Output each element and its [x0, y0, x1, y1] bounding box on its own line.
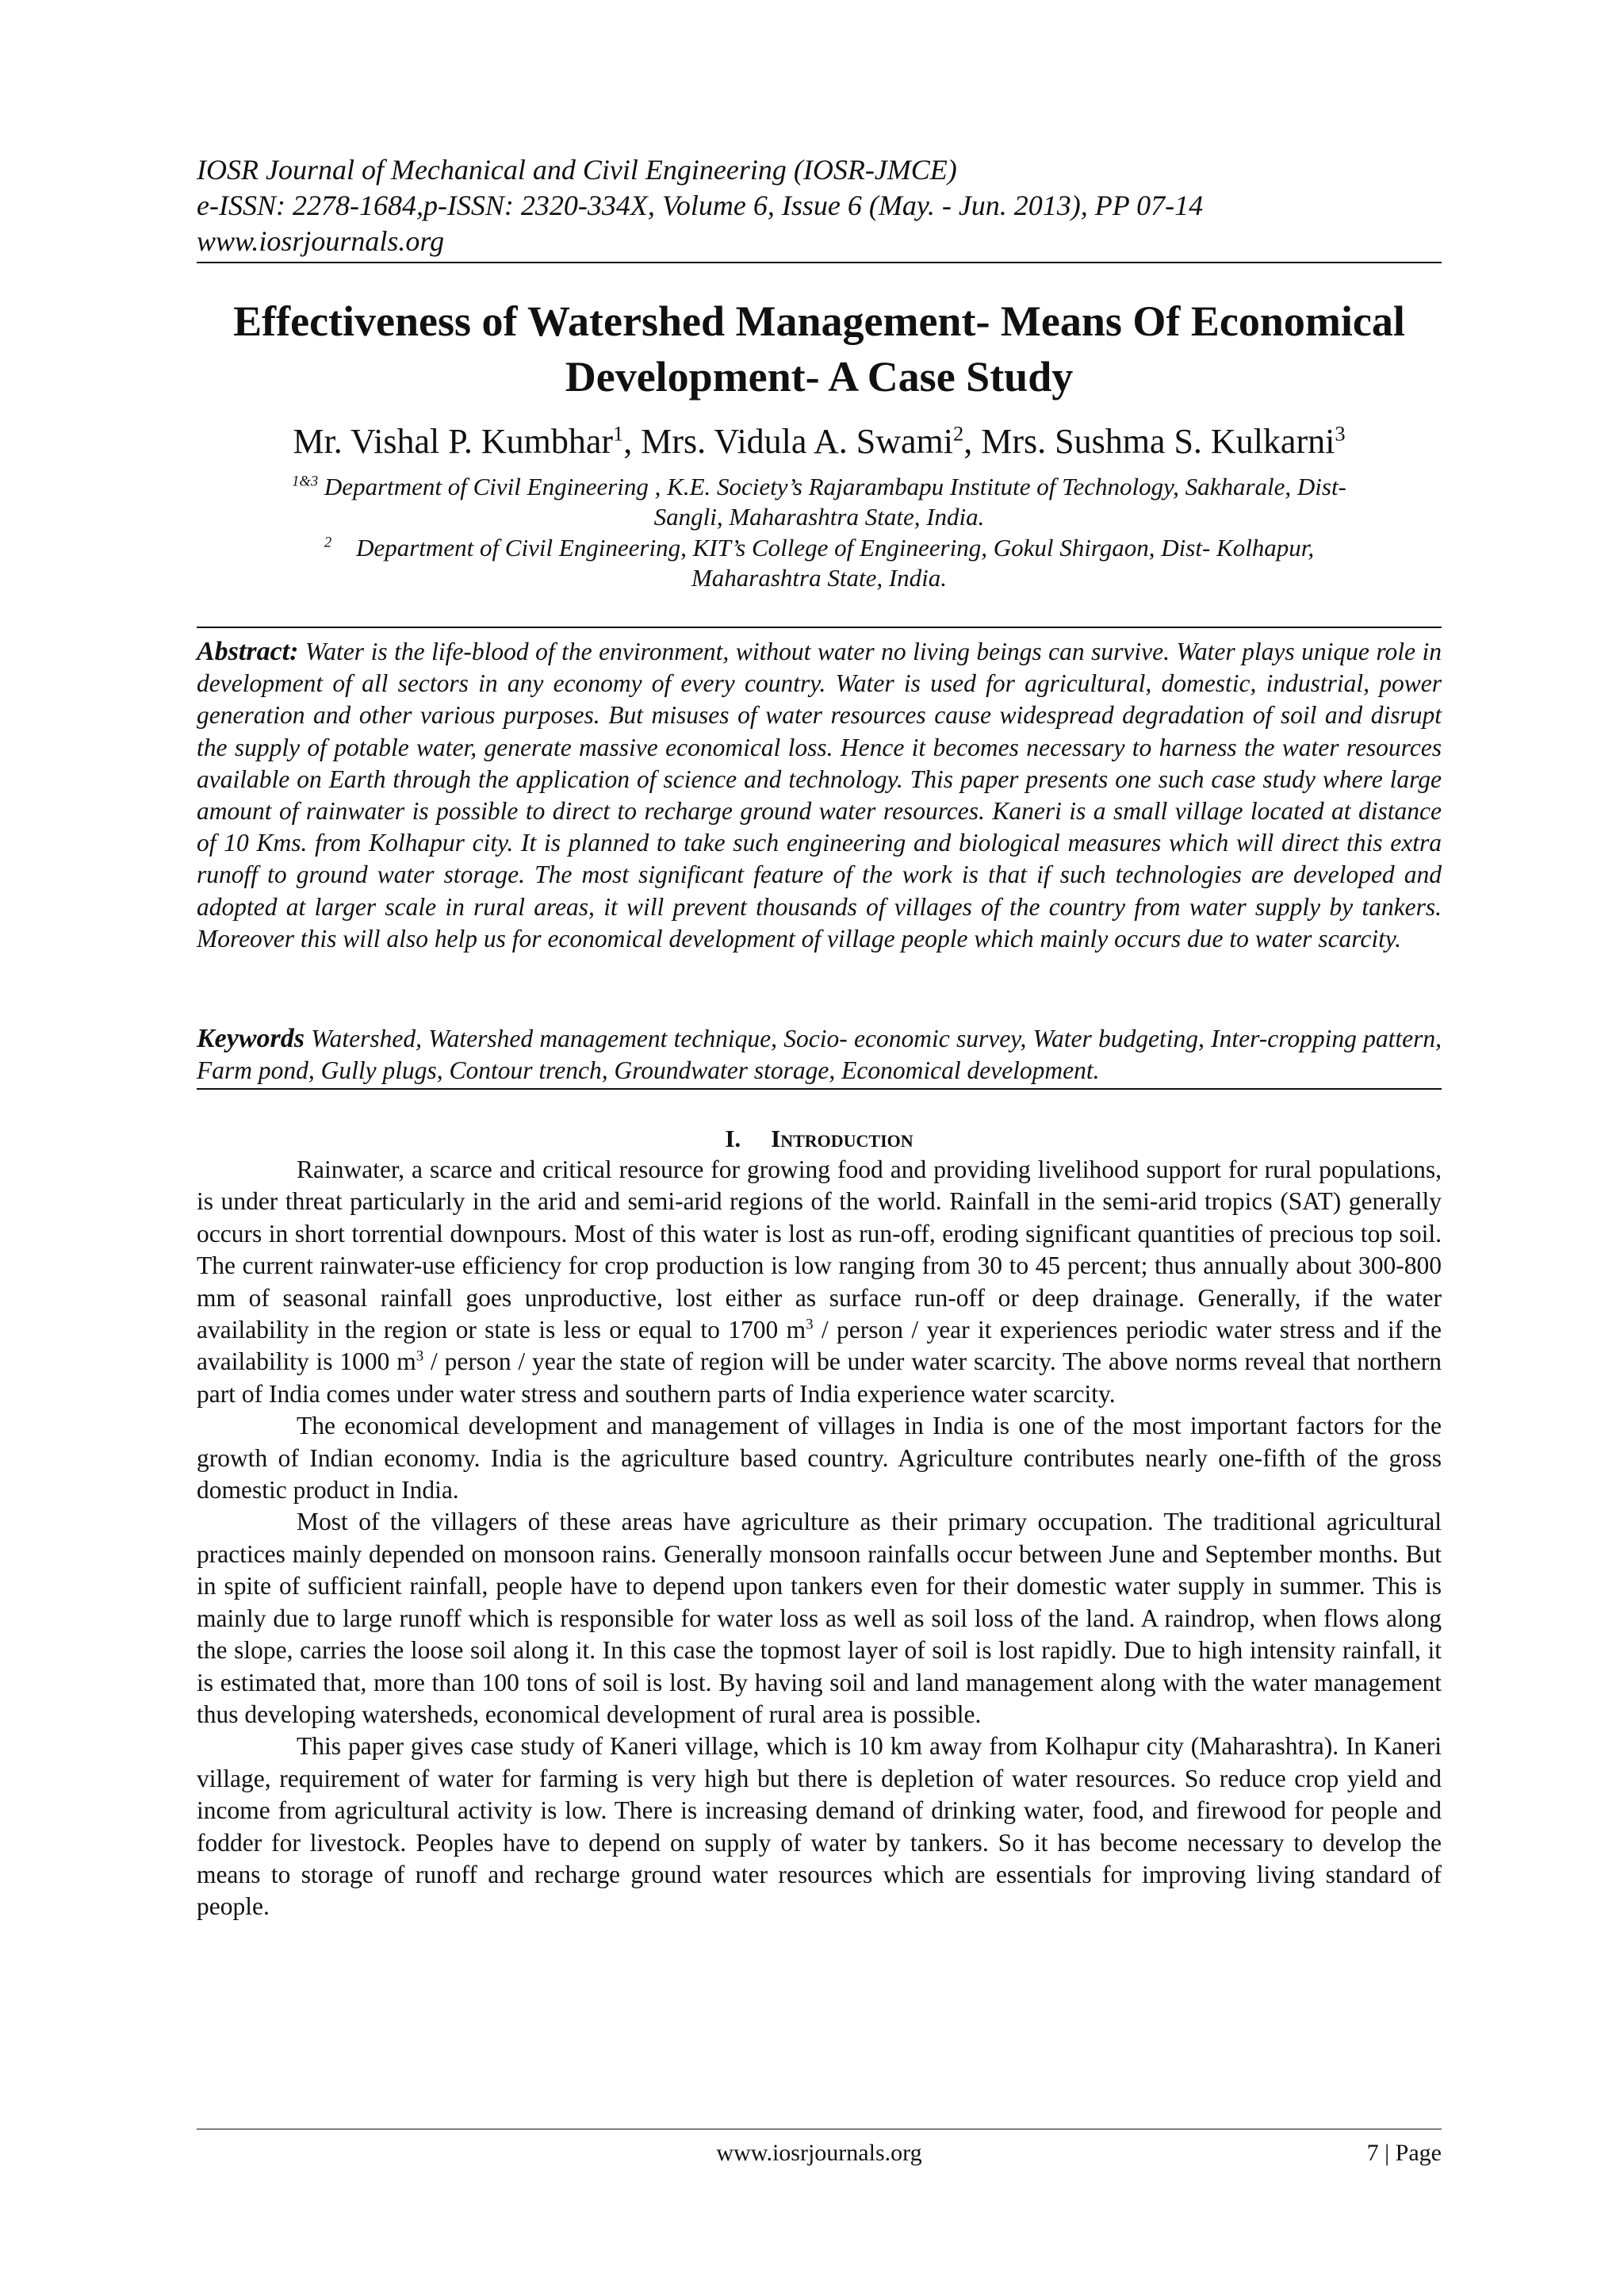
author-3-affil-mark: 3: [1335, 421, 1346, 446]
section-heading-introduction: [197, 1123, 1442, 1155]
author-list: [197, 420, 1442, 463]
journal-website: www.iosrjournals.org: [197, 225, 445, 257]
affiliation-2: [197, 533, 1442, 593]
paragraph-1-part-c: / person / year the state of region will be under water scarcity. The above norms reveal that northern part of India comes under water stress and southern parts of India experience water scarcity.: [197, 1347, 1442, 1408]
abstract-text: Water is the life-blood of the environment, without water no living beings can survive. Water plays unique role in development of all sectors in any economy of every country. Water is used for agricultural, domestic, industrial, power generation and other various purposes. But misuses of water resources cause widespread degradation of soil and disrupt the supply of potable water, generate massive economical loss. Hence it becomes necessary to harness the water resources available on Earth through the application of science and technology. This paper presents one such case study where large amount of rainwater is possible to direct to recharge ground water resources. Kaneri is a small village located at distance of 10 Kms. from Kolhapur city. It is planned to take such engineering and biological measures which will direct this extra runoff to ground water storage. The most significant feature of the work is that if such technologies are developed and adopted at larger scale in rural areas, it will prevent thousands of villages of the country from water supply by tankers. Moreover this will also help us for economical development of village people which mainly occurs due to water scarcity.: [197, 638, 1442, 953]
page-number: 7 | Page: [1366, 2140, 1442, 2166]
affiliation-2-line-1: Department of Civil Engineering, KIT’s College of Engineering, Gokul Shirgaon, Dist- Kolhapur,: [356, 534, 1315, 562]
affiliation-1-mark: 1&3: [292, 473, 319, 490]
paragraph-1: [197, 1154, 1442, 1410]
paragraph-3: Most of the villagers of these areas have agriculture as their primary occupation. The traditional agricultural practices mainly depended on monsoon rains. Generally monsoon rainfalls occur between June and September months. But in spite of sufficient rainfall, people have to depend upon tankers even for their domestic water supply in summer. This is mainly due to large runoff which is responsible for water loss as well as soil loss of the land. A raindrop, when flows along the slope, carries the loose soil along it. In this case the topmost layer of soil is lost rapidly. Due to high intensity rainfall, it is estimated that, more than 100 tons of soil is lost. By having soil and land management along with the water management thus developing watersheds, economical development of rural area is possible.: [197, 1508, 1442, 1728]
journal-name: IOSR Journal of Mechanical and Civil Engineering (IOSR-JMCE): [197, 154, 957, 186]
paragraph-4: This paper gives case study of Kaneri village, which is 10 km away from Kolhapur city (Maharashtra). In Kaneri village, requirement of water for farming is very high but there is depletion of water resources. So reduce crop yield and income from agricultural activity is low. There is increasing demand of drinking water, food, and firewood for people and fodder for livestock. Peoples have to depend on supply of water by tankers. So it has become necessary to develop the means to storage of runoff and recharge ground water resources which are essentials for improving living standard of people.: [197, 1732, 1442, 1921]
paragraph-2: The economical development and management of villages in India is one of the most important factors for the growth of Indian economy. India is the agriculture based country. Agriculture contributes nearly one-fifth of the gross domestic product in India.: [197, 1412, 1442, 1504]
body-text: [197, 1154, 1442, 1923]
keywords: [197, 1023, 1442, 1087]
paragraph-1-part-a: Rainwater, a scarce and critical resource for growing food and providing livelihood support for rural populations, is under threat particularly in the arid and semi-arid regions of the world. Rainfall in the semi-arid tropics (SAT) generally occurs in short torrential downpours. Most of this water is lost as run-off, eroding significant quantities of precious top soil. The current rainwater-use efficiency for crop production is low ranging from 30 to 45 percent; thus annually about 300-800 mm of seasonal rainfall goes unproductive, lost either as surface run-off or deep drainage. Generally, if the water availability in the region or state is less or equal to 1700 m: [197, 1156, 1442, 1344]
affiliation-2-line-2: Maharashtra State, India.: [691, 564, 948, 592]
paper-title: [197, 293, 1442, 404]
footer-website: www.iosrjournals.org: [716, 2140, 922, 2166]
affiliation-1-line-1: Department of Civil Engineering , K.E. Society’s Rajarambapu Institute of Technology, Sakharale, Dist-: [318, 473, 1346, 500]
keywords-label: Keywords: [197, 1024, 304, 1053]
author-2-affil-mark: 2: [953, 421, 964, 446]
cubic-superscript-2: 3: [416, 1347, 424, 1365]
author-1-affil-mark: 1: [613, 421, 624, 446]
keywords-text: Watershed, Watershed management technique, Socio- economic survey, Water budgeting, Inter-cropping pattern, Farm pond, Gully plugs, Contour trench, Groundwater storage, Economical development.: [197, 1025, 1442, 1085]
affiliation-1: [197, 472, 1442, 532]
section-number: I.: [725, 1125, 741, 1152]
author-3: , Mrs. Sushma S. Kulkarni: [963, 422, 1335, 461]
section-title: Introduction: [771, 1125, 914, 1152]
abstract: [197, 636, 1442, 955]
abstract-bottom-rule: [197, 1088, 1442, 1090]
paragraph-1-part-b: / person / year it experiences periodic water stress and if the availability is 1000 m: [197, 1316, 1442, 1376]
abstract-label: Abstract:: [197, 637, 299, 666]
abstract-top-rule: [197, 627, 1442, 628]
header-rule: [197, 262, 1442, 263]
issn-volume-line: e-ISSN: 2278-1684,p-ISSN: 2320-334X, Volume 6, Issue 6 (May. - Jun. 2013), PP 07-14: [197, 190, 1204, 221]
title-line-1: Effectiveness of Watershed Management- Means Of Economical: [233, 297, 1405, 345]
title-line-2: Development- A Case Study: [565, 353, 1074, 401]
cubic-superscript-1: 3: [806, 1316, 814, 1333]
affiliation-2-mark: 2: [324, 534, 332, 551]
author-2: , Mrs. Vidula A. Swami: [623, 422, 954, 461]
affiliation-1-line-2: Sangli, Maharashtra State, India.: [653, 503, 985, 531]
author-1: Mr. Vishal P. Kumbhar: [293, 422, 614, 461]
journal-header: [197, 152, 1442, 259]
